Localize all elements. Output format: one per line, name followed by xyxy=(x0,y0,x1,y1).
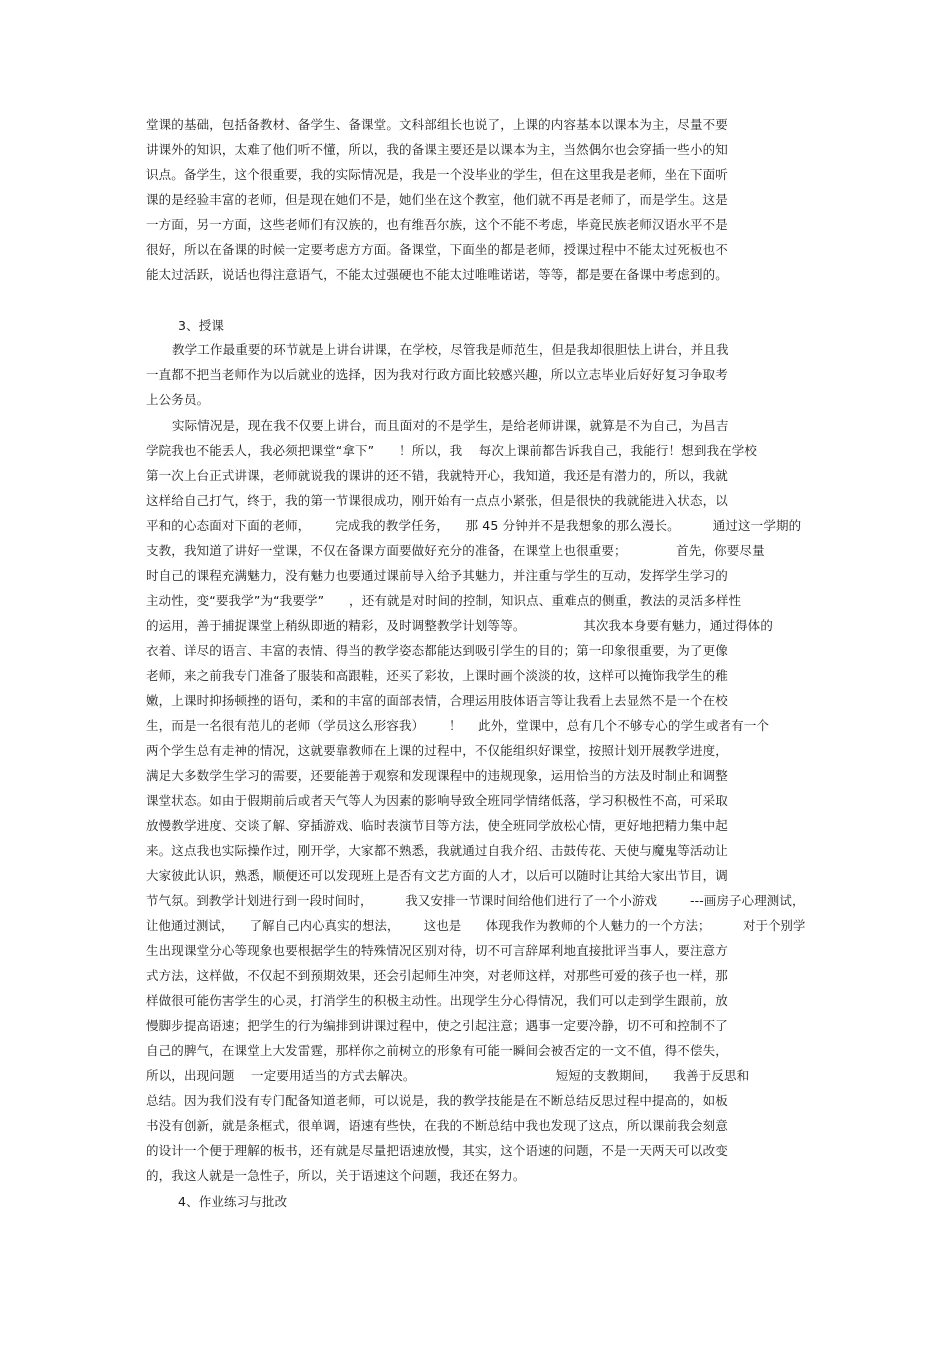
text-line: 书没有创新，就是条框式，很单调，语速有些快，在我的不断总结中我也发现了这点，所以课前我会刻意 xyxy=(146,1118,728,1133)
text-line: 上公务员。 xyxy=(146,392,210,407)
text-line: 生，而是一名很有范儿的老师（学员这么形容我） ！ 此外，堂课中，总有几个不够专心的学生或者有一个 xyxy=(146,718,770,733)
text-line: 放慢教学进度、交谈了解、穿插游戏、临时表演节目等方法，使全班同学放松心情，更好地把精力集中起 xyxy=(146,818,728,833)
text-line: 自己的脾气，在课堂上大发雷霆，那样你之前树立的形象有可能一瞬间会被否定的一文不值，得不偿失， xyxy=(146,1043,728,1058)
text-line: 总结。因为我们没有专门配备知道老师，可以说是，我的教学技能是在不断总结反思过程中提高的，如板 xyxy=(146,1093,728,1108)
text-line: 课堂状态。如由于假期前后或者天气等人为因素的影响导致全班同学情绪低落，学习积极性不高，可采取 xyxy=(146,793,728,808)
text-line: 的运用，善于捕捉课堂上稍纵即逝的精彩，及时调整教学计划等等。 其次我本身要有魅力，通过得体的 xyxy=(146,618,773,633)
text-line: 两个学生总有走神的情况，这就要靠教师在上课的过程中，不仅能组织好课堂，按照计划开展教学进度， xyxy=(146,743,728,758)
text-line: 所以，出现问题 一定要用适当的方式去解决。 短短的支教期间， 我善于反思和 xyxy=(146,1068,750,1083)
text-line: 衣着、详尽的语言、丰富的表情、得当的教学姿态都能达到吸引学生的目的；第一印象很重要，为了更像 xyxy=(146,643,728,658)
text-line: 主动性，变“要我学”为“我要学” ，还有就是对时间的控制，知识点、重难点的侧重，教法的灵活多样性 xyxy=(146,593,742,608)
text-line: 一方面，另一方面，这些老师们有汉族的，也有维吾尔族，这个不能不考虑，毕竟民族老师汉语水平不是 xyxy=(146,217,728,232)
text-line: 嫩，上课时抑扬顿挫的语句，柔和的丰富的面部表情，合理运用肢体语言等让我看上去显然不是一个在校 xyxy=(146,693,728,708)
text-line: 大家彼此认识，熟悉，顺便还可以发现班上是否有文艺方面的人才，以后可以随时让其给大家出节目，调 xyxy=(146,868,728,883)
text-line: 让他通过测试， 了解自己内心真实的想法， 这也是 体现我作为教师的个人魅力的一个方法； 对于个别学 xyxy=(146,918,806,933)
text-line: 老师，来之前我专门准备了服装和高跟鞋，还买了彩妆，上课时画个淡淡的妆，这样可以掩饰我学生的稚 xyxy=(146,668,728,683)
text-line: 样做很可能伤害学生的心灵，打消学生的积极主动性。出现学生分心得情况，我们可以走到学生跟前，放 xyxy=(146,993,728,1008)
text-line: 一直都不把当老师作为以后就业的选择，因为我对行政方面比较感兴趣，所以立志毕业后好好复习争取考 xyxy=(146,367,728,382)
text-line: 生出现课堂分心等现象也要根据学生的特殊情况区别对待，切不可言辞犀利地直接批评当事人，要注意方 xyxy=(146,943,728,958)
text-line: 教学工作最重要的环节就是上讲台讲课，在学校，尽管我是师范生，但是我却很胆怯上讲台，并且我 xyxy=(172,342,729,357)
text-line: 识点。备学生，这个很重要，我的实际情况是，我是一个没毕业的学生，但在这里我是老师，坐在下面听 xyxy=(146,167,728,182)
text-line: 节气氛。到教学计划进行到一段时间时， 我又安排一节课时间给他们进行了一个小游戏 ---画房子心理测试， xyxy=(146,893,805,908)
text-line: 慢脚步提高语速；把学生的行为编排到讲课过程中，使之引起注意；遇事一定要冷静，切不可和控制不了 xyxy=(146,1018,728,1033)
section-heading: 4、作业练习与批改 xyxy=(178,1194,288,1209)
text-line: 这样给自己打气，终于，我的第一节课很成功，刚开始有一点点小紧张，但是很快的我就能进入状态，以 xyxy=(146,493,728,508)
text-line: 课的是经验丰富的老师，但是现在她们不是，她们坐在这个教室，他们就不再是老师了，而是学生。这是 xyxy=(146,192,728,207)
text-line: 来。这点我也实际操作过，刚开学，大家都不熟悉，我就通过自我介绍、击鼓传花、天使与魔鬼等活动让 xyxy=(146,843,728,858)
text-line: 学院我也不能丢人，我必须把课堂“拿下” ！所以，我 每次上课前都告诉我自己，我能行！想到我在学校 xyxy=(146,443,758,458)
text-line: 实际情况是，现在我不仅要上讲台，而且面对的不是学生，是给老师讲课，就算是不为自己，为昌吉 xyxy=(172,418,729,433)
text-line: 讲课外的知识，太难了他们听不懂，所以，我的备课主要还是以课本为主，当然偶尔也会穿插一些小的知 xyxy=(146,142,728,157)
text-line: 堂课的基础，包括备教材、备学生、备课堂。文科部组长也说了，上课的内容基本以课本为主，尽量不要 xyxy=(146,117,728,132)
text-line: 的，我这人就是一急性子，所以，关于语速这个问题，我还在努力。 xyxy=(146,1168,526,1183)
text-line: 很好，所以在备课的时候一定要考虑方方面。备课堂，下面坐的都是老师，授课过程中不能太过死板也不 xyxy=(146,242,728,257)
text-line: 第一次上台正式讲课，老师就说我的课讲的还不错，我就特开心，我知道，我还是有潜力的，所以，我就 xyxy=(146,468,728,483)
text-line: 支教，我知道了讲好一堂课，不仅在备课方面要做好充分的准备，在课堂上也很重要； 首先，你要尽量 xyxy=(146,543,765,558)
text-line: 的设计一个便于理解的板书，还有就是尽量把语速放慢，其实，这个语速的问题，不是一天两天可以改变 xyxy=(146,1143,728,1158)
text-line: 平和的心态面对下面的老师， 完成我的教学任务， 那 45 分钟并不是我想象的那么漫长。 通过这一学期的 xyxy=(146,518,802,533)
section-heading: 3、授课 xyxy=(178,318,225,333)
text-line: 时自己的课程充满魅力，没有魅力也要通过课前导入给予其魅力，并注重与学生的互动，发挥学生学习的 xyxy=(146,568,728,583)
text-line: 式方法，这样做，不仅起不到预期效果，还会引起师生冲突，对老师这样，对那些可爱的孩子也一样，那 xyxy=(146,968,728,983)
text-line: 能太过活跃，说话也得注意语气，不能太过强硬也不能太过唯唯诺诺，等等，都是要在备课中考虑到的。 xyxy=(146,267,728,282)
text-line: 满足大多数学生学习的需要，还要能善于观察和发现课程中的违规现象，运用恰当的方法及时制止和调整 xyxy=(146,768,728,783)
